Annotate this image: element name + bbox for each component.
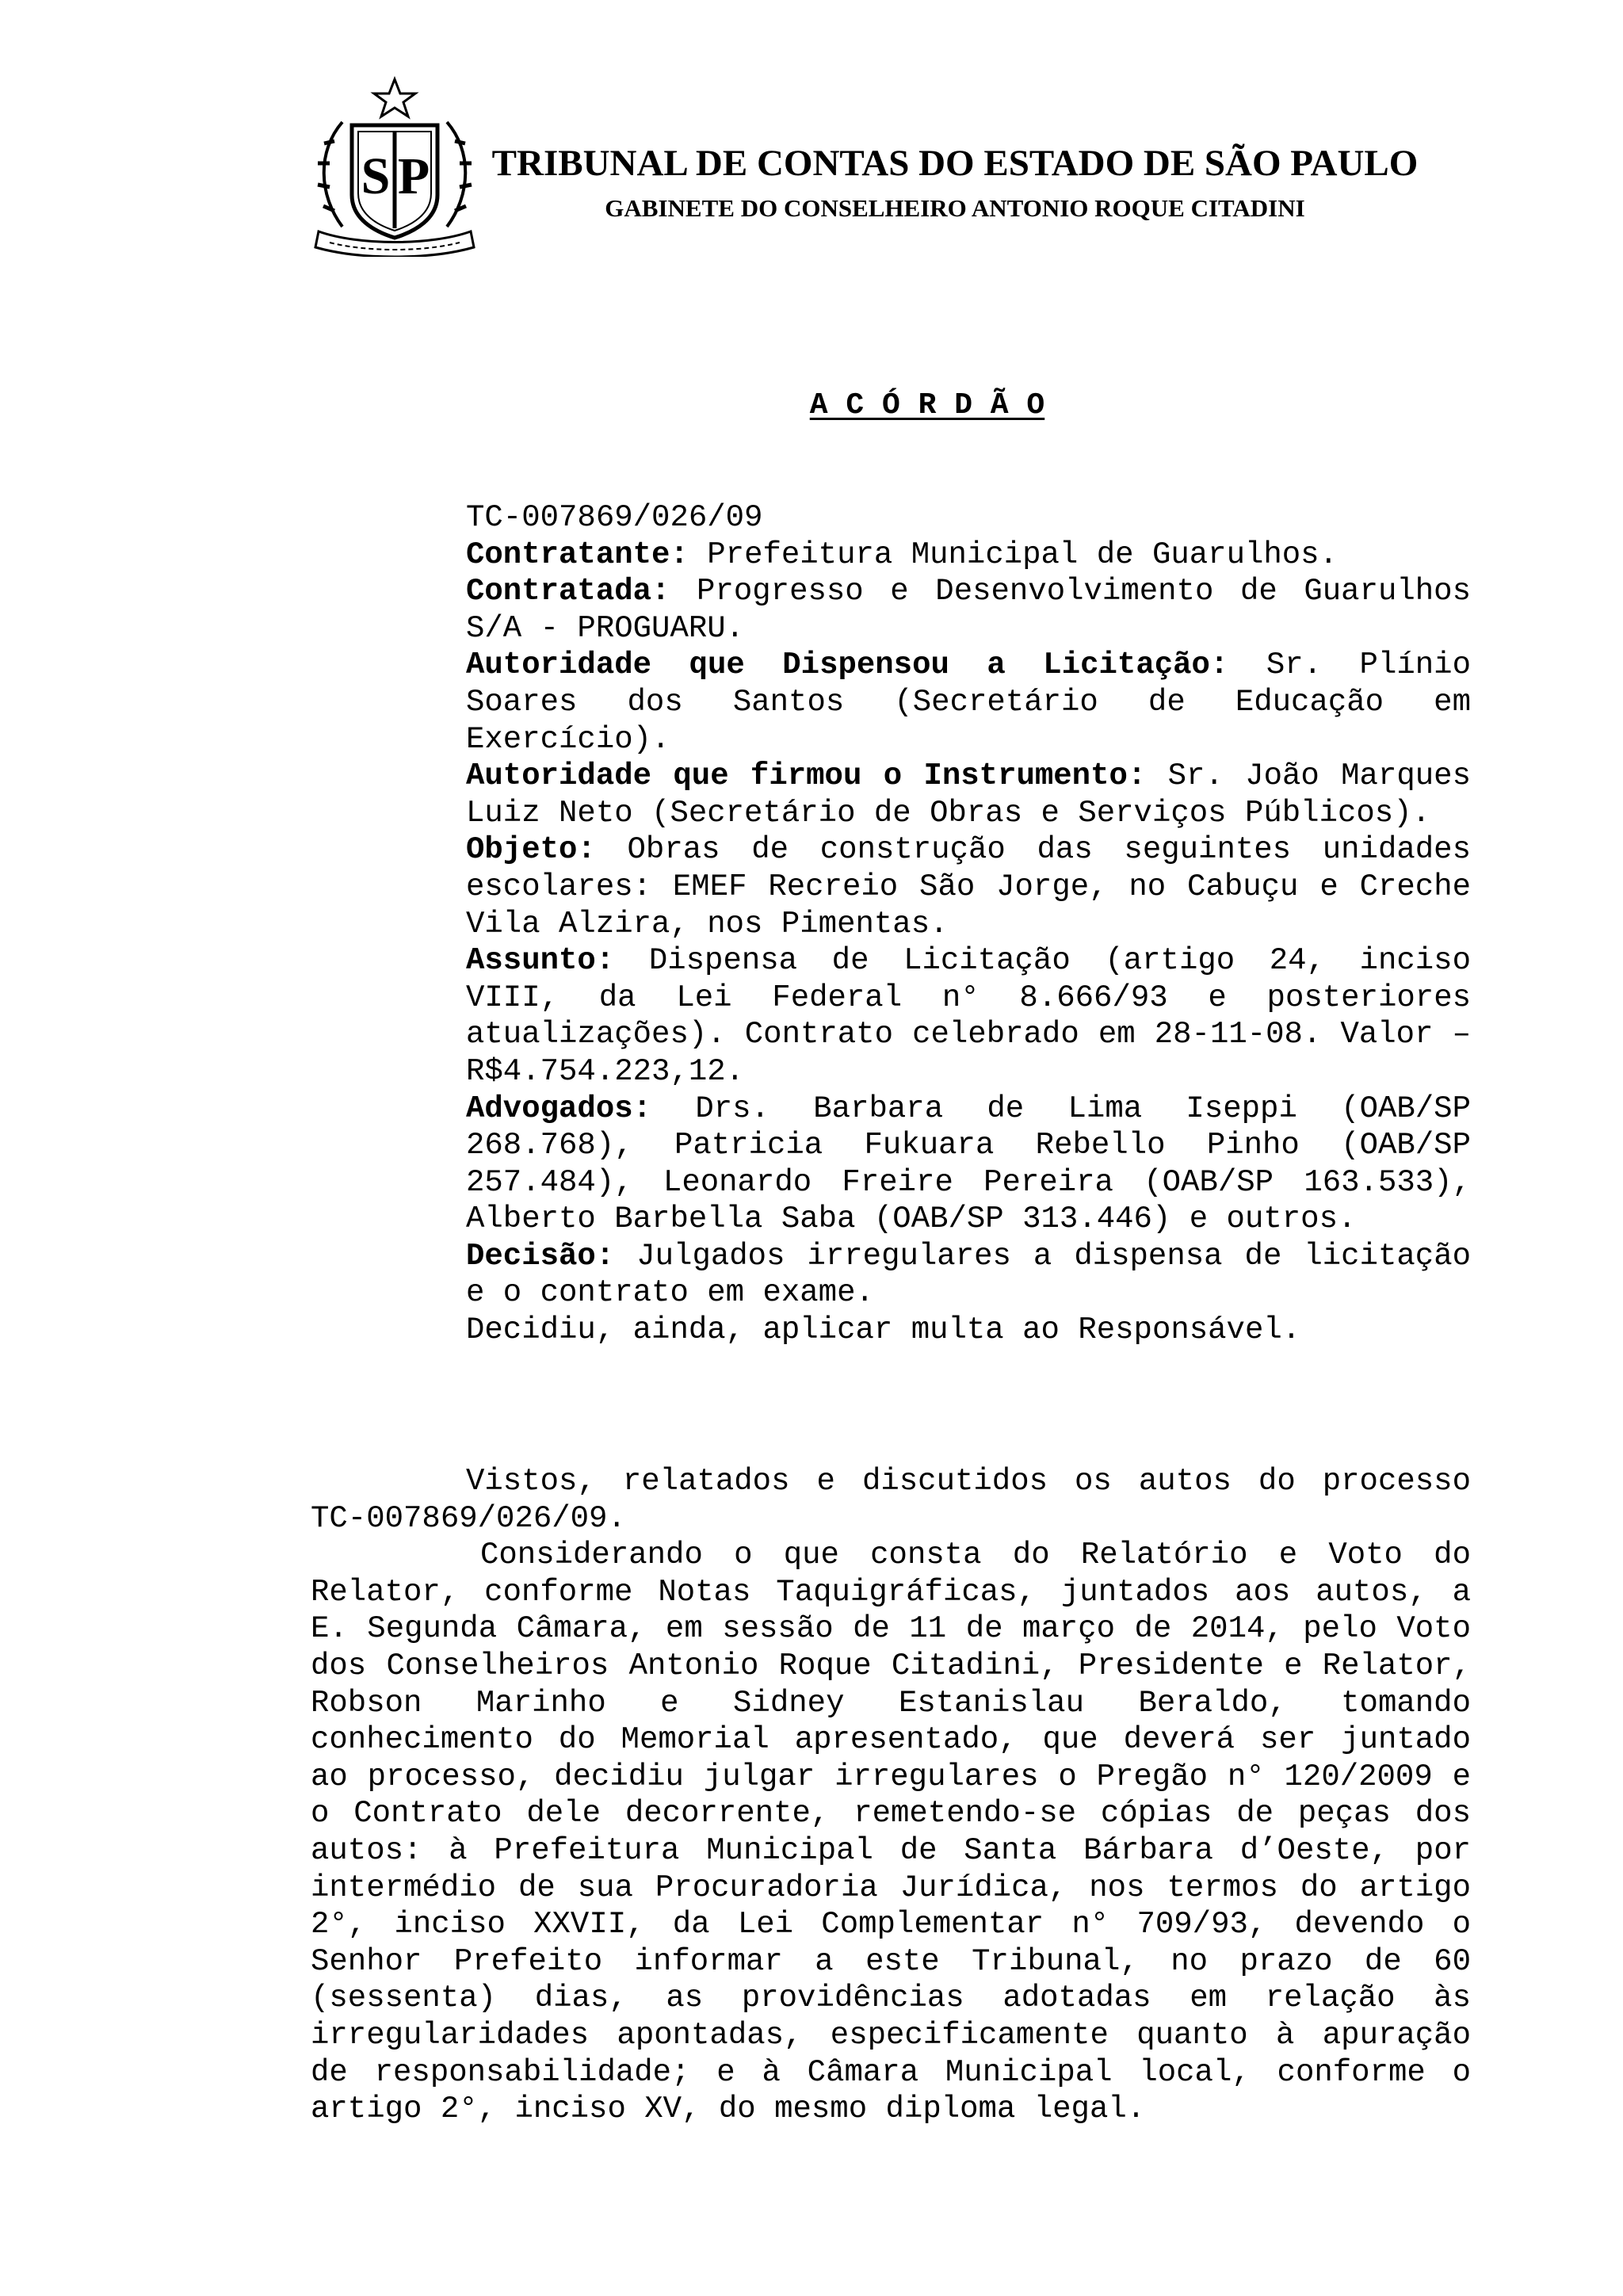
- tc-number: TC-007869/026/09: [466, 500, 763, 535]
- objeto-value: Obras de construção das seguintes unidades escolares: EMEF Recreio São Jorge, no Cabuçu e Creche Vila Alzira, nos Pimentas.: [466, 832, 1471, 942]
- objeto-label: Objeto:: [466, 832, 596, 868]
- decisao-value: Julgados irregulares a dispensa de licitação e o contrato em exame.: [466, 1238, 1471, 1311]
- autoridade-instrumento-label: Autoridade que firmou o Instrumento:: [466, 758, 1147, 794]
- ruling-body: [311, 1463, 1471, 2128]
- svg-text:S: S: [361, 147, 391, 205]
- body-paragraph-2: Considerando o que consta do Relatório e Voto do Relator, conforme Notas Taquigráficas, juntados aos autos, a E. Segunda Câmara, em sessão de 11 de março de 2014, pelo Voto dos Conselheiros Antonio Roque Citadini, Presidente e Relator, Robson Marinho e Sidney Estanislau Beraldo, tomando conhecimento do Memorial apresentado, que deverá ser juntado ao processo, decidiu julgar irregulares o Pregão n° 120/2009 e o Contrato dele decorrente, remetendo-se cópias de peças dos autos: à Prefeitura Municipal de Santa Bárbara d’Oeste, por intermédio de sua Procuradoria Jurídica, nos termos do artigo 2°, inciso XXVII, da Lei Complementar n° 709/93, devendo o Senhor Prefeito informar a este Tribunal, no prazo de 60 (sessenta) dias, as providências adotadas em relação às irregularidades apontadas, especificamente quanto à apuração de responsabilidade; e à Câmara Municipal local, conforme o artigo 2°, inciso XV, do mesmo diploma legal.: [311, 1538, 1471, 2127]
- contratante-value: Prefeitura Municipal de Guarulhos.: [688, 537, 1338, 572]
- assunto-label: Assunto:: [466, 943, 615, 979]
- svg-text:P: P: [397, 147, 430, 205]
- decisao-label: Decisão:: [466, 1238, 615, 1274]
- assunto-field: [466, 942, 1471, 1090]
- autoridade-instrumento-value: Sr. João Marques Luiz Neto (Secretário de Obras e Serviços Públicos).: [466, 758, 1471, 831]
- contratada-field: [466, 573, 1471, 647]
- objeto-field: [466, 831, 1471, 942]
- contratada-value: Progresso e Desenvolvimento de Guarulhos S/A - PROGUARU.: [466, 574, 1471, 646]
- advogados-label: Advogados:: [466, 1091, 652, 1126]
- document-title: [666, 387, 1189, 425]
- contratante-field: [466, 537, 1471, 574]
- autoridade-dispensa-field: [466, 647, 1471, 758]
- institution-title: TRIBUNAL DE CONTAS DO ESTADO DE SÃO PAULO: [491, 143, 1419, 184]
- decisao-field: [466, 1238, 1471, 1312]
- advogados-field: [466, 1091, 1471, 1238]
- document-title-text: A C Ó R D Ã O: [809, 388, 1045, 422]
- autoridade-dispensa-value: Sr. Plínio Soares dos Santos (Secretário de Educação em Exercício).: [466, 648, 1471, 757]
- body-paragraph-1: Vistos, relatados e discutidos os autos do processo TC-007869/026/09.: [311, 1464, 1471, 1536]
- institution-subtitle: GABINETE DO CONSELHEIRO ANTONIO ROQUE CITADINI: [605, 194, 1305, 222]
- advogados-value: Drs. Barbara de Lima Iseppi (OAB/SP 268.768), Patricia Fukuara Rebello Pinho (OAB/SP 257.484), Leonardo Freire Pereira (OAB/SP 163.533), Alberto Barbella Saba (OAB/SP 313.446) e outros.: [466, 1091, 1471, 1237]
- case-summary: [466, 499, 1471, 1349]
- decisao-extra: Decidiu, ainda, aplicar multa ao Responsável.: [466, 1312, 1301, 1348]
- contratante-label: Contratante:: [466, 537, 689, 572]
- assunto-value: Dispensa de Licitação (artigo 24, inciso VIII, da Lei Federal n° 8.666/93 e posteriores atualizações). Contrato celebrado em 28-11-08. Valor – R$4.754.223,12.: [466, 943, 1471, 1089]
- autoridade-instrumento-field: [466, 758, 1471, 831]
- autoridade-dispensa-label: Autoridade que Dispensou a Licitação:: [466, 648, 1229, 683]
- contratada-label: Contratada:: [466, 574, 670, 609]
